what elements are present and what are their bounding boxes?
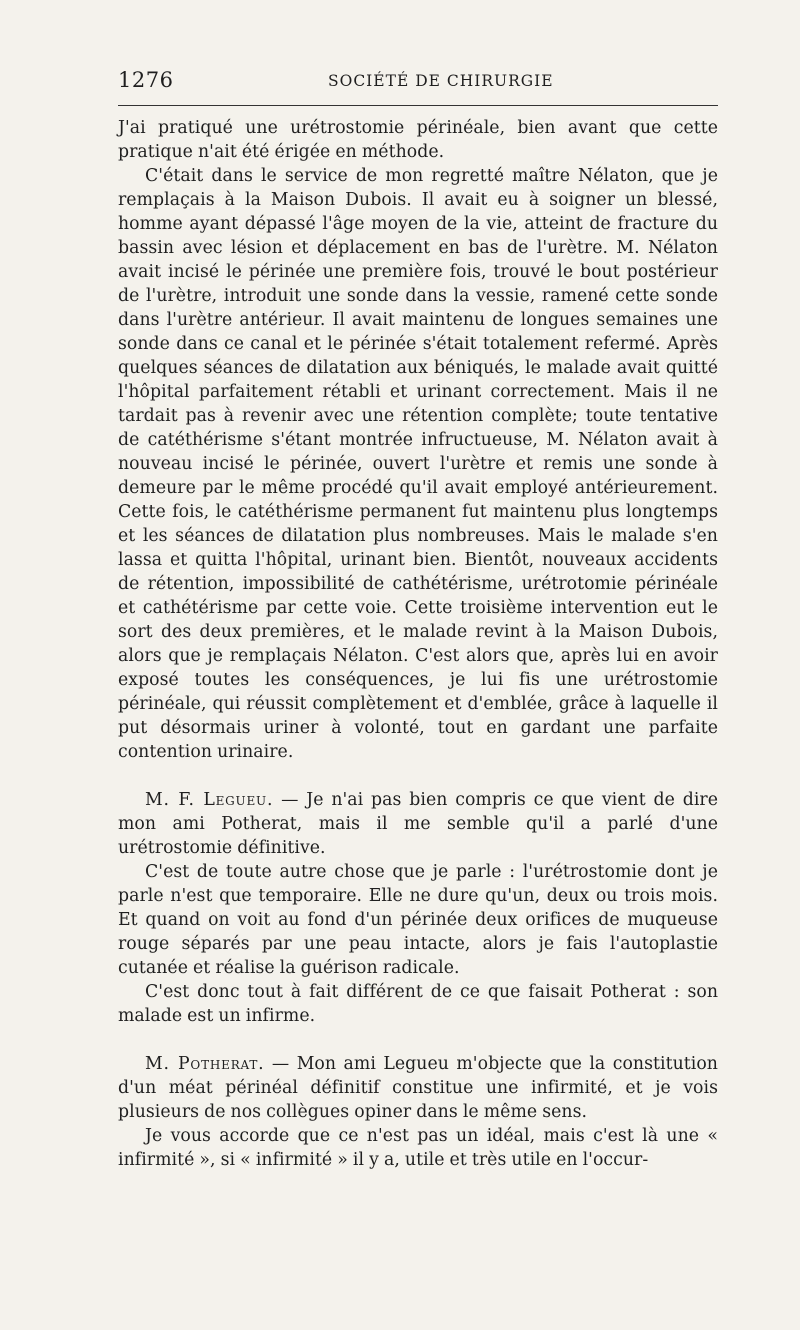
paragraph xyxy=(118,860,718,980)
paragraph-text: J'ai pratiqué une urétrostomie périnéale, bien avant que cette pratique n'ait été érigée en méthode. xyxy=(118,118,718,162)
paragraph xyxy=(118,1124,718,1172)
paragraph-text: C'est de toute autre chose que je parle : l'urétrostomie dont je parle n'est que temporaire. Elle ne dure qu'un, deux ou trois mois. Et quand on voit au fond d'un périnée deux orifices de muqueuse rouge séparés par une peau intacte, alors je fais l'autoplastie cutanée et réalise la guérison radicale. xyxy=(118,862,718,978)
paragraph-speaker-legueu xyxy=(118,788,718,860)
running-title: SOCIÉTÉ DE CHIRURGIE xyxy=(328,72,554,90)
paragraph-text: — Mon ami Legueu m'objecte que la constitution d'un méat périnéal définitif constitue une infirmité, et je vois plusieurs de nos collègues opiner dans le même sens. xyxy=(118,1054,718,1122)
paragraph xyxy=(118,164,718,764)
paragraph xyxy=(118,116,718,164)
body-text xyxy=(118,116,718,1172)
paragraph-speaker-potherat xyxy=(118,1052,718,1124)
paragraph-text: Je vous accorde que ce n'est pas un idéal, mais c'est là une « infirmité », si « infirmité » il y a, utile et très utile en l'occur- xyxy=(118,1126,718,1170)
speaker-name: M. Potherat. xyxy=(145,1054,265,1074)
speaker-name: M. F. Legueu. xyxy=(145,790,274,810)
paragraph xyxy=(118,980,718,1028)
paragraph-text: C'est donc tout à fait différent de ce que faisait Potherat : son malade est un infirme. xyxy=(118,982,718,1026)
paragraph-text: C'était dans le service de mon regretté maître Nélaton, que je remplaçais à la Maison Dubois. Il avait eu à soigner un blessé, homme ayant dépassé l'âge moyen de la vie, atteint de fracture du bassin avec lésion et déplacement en bas de l'urètre. M. Nélaton avait incisé le périnée une première fois, trouvé le bout postérieur de l'urètre, introduit une sonde dans la vessie, ramené cette sonde dans l'urètre antérieur. Il avait maintenu de longues semaines une sonde dans ce canal et le périnée s'était totalement refermé. Après quelques séances de dilatation aux béniqués, le malade avait quitté l'hôpital parfaitement rétabli et urinant correctement. Mais il ne tardait pas à revenir avec une rétention complète; toute tentative de catéthérisme s'étant montrée infructueuse, M. Nélaton avait à nouveau incisé le périnée, ouvert l'urètre et remis une sonde à demeure par le même procédé qu'il avait employé antérieurement. Cette fois, le catéthérisme permanent fut maintenu plus longtemps et les séances de dilatation plus nombreuses. Mais le malade s'en lassa et quitta l'hôpital, urinant bien. Bientôt, nouveaux accidents de rétention, impossibilité de cathétérisme, urétrotomie périnéale et cathétérisme par cette voie. Cette troisième intervention eut le sort des deux premières, et le malade revint à la Maison Dubois, alors que je remplaçais Nélaton. C'est alors que, après lui en avoir exposé toutes les conséquences, je lui fis une urétrostomie périnéale, qui réussit complètement et d'emblée, grâce à laquelle il put désormais uriner à volonté, tout en gardant une parfaite contention urinaire. xyxy=(118,166,718,762)
paragraph-text: — Je n'ai pas bien compris ce que vient de dire mon ami Potherat, mais il me semble qu'il a parlé d'une urétrostomie définitive. xyxy=(118,790,719,858)
page-header xyxy=(118,68,718,104)
header-rule xyxy=(118,105,718,106)
page-number: 1276 xyxy=(118,68,174,92)
